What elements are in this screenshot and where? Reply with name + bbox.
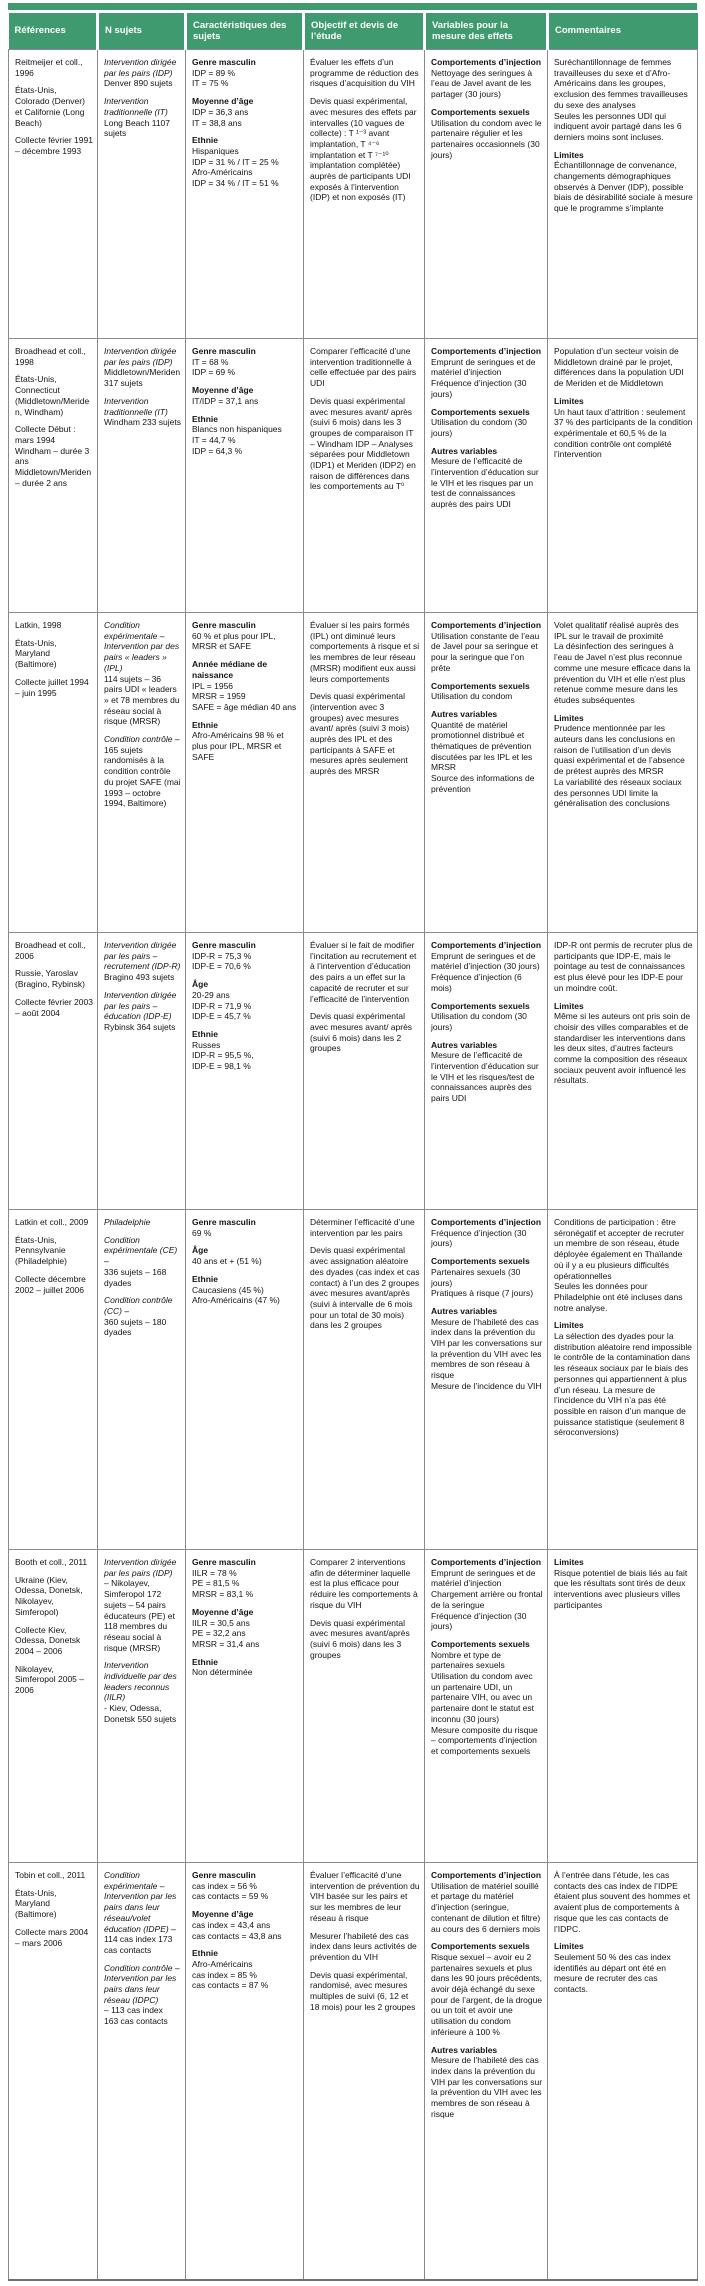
paragraph: Denver 890 sujets — [104, 78, 173, 89]
paragraph: IT = 44,7 % — [192, 434, 236, 445]
cell-booth-2011-col2 — [98, 1550, 186, 1863]
paragraph: Âge — [192, 979, 209, 990]
paragraph: Utilisation du condom (30 jours) — [431, 1011, 527, 1032]
paragraph: Devis quasi expérimental avec mesures avant/après (suivi 6 mois) dans les 3 groupes — [310, 1617, 410, 1660]
paragraph: Fréquence d’injection (30 jours) — [431, 378, 527, 399]
paragraph: Ukraine (Kiev, Odessa, Donetsk, Nikolayev, Simferopol) — [15, 1574, 83, 1617]
paragraph: Non déterminée — [192, 1667, 253, 1678]
paragraph: Ethnie — [192, 1656, 218, 1667]
paragraph: Condition expérimentale – Intervention par les pairs dans leur réseau/volet éducation (IDPE) – — [104, 1870, 177, 1934]
paragraph: 360 sujets – 180 dyades — [104, 1316, 167, 1338]
paragraph: 20-29 ans — [192, 989, 230, 1000]
paragraph: Seulement 50 % des cas index identifiés au départ ont été en mesure de recruter des cas contacts. — [554, 1951, 671, 1995]
paragraph: Ethnie — [192, 135, 218, 146]
paragraph: Source des informations de prévention — [431, 773, 535, 794]
paragraph: Autres variables — [431, 1039, 498, 1050]
paragraph: Un haut taux d’attrition : seulement 37 % des participants de la condition expérimentale et 60,5 % de la condition contrôle ont complété l’intervention — [554, 406, 693, 460]
cell-reitmeijer-1996-col2 — [98, 50, 186, 339]
paragraph: IT = 38,8 ans — [192, 117, 242, 128]
study-row-broadhead-1998 — [9, 339, 698, 613]
cell-latkin-1998-col6 — [548, 613, 698, 933]
paragraph: Fréquence d’injection (30 jours) — [431, 1610, 527, 1632]
column-header-3: Caractéristiques des sujets — [186, 13, 304, 50]
paragraph: IDP = 36,3 ans — [192, 106, 249, 117]
paragraph: Long Beach 1107 sujets — [104, 117, 171, 139]
paragraph: Limites — [554, 712, 584, 723]
cell-tobin-2011-col5 — [425, 1863, 548, 2280]
paragraph: Emprunt de seringues et de matériel d’injection (30 jours) — [431, 950, 540, 972]
paragraph: IDP = 31 % / IT = 25 % — [192, 156, 279, 167]
paragraph: Mesure de l’incidence du VIH — [431, 1380, 542, 1391]
table-body — [9, 50, 698, 2280]
column-header-4: Objectif et devis de l’étude — [304, 13, 425, 50]
paragraph: Devis quasi expérimental avec mesures avant/ après (suivi 6 mois) dans les 3 groupes de comparaison IT – Windham IDP – Analyses séparées pour Middletown (IDP1) et Meriden (IDP2) en raison de différences dans les comportements au T⁰ — [310, 395, 416, 492]
paragraph: Comportements d’injection — [431, 1217, 542, 1227]
paragraph: Moyenne d’âge — [192, 1909, 254, 1920]
paragraph: Blancs non hispaniques — [192, 424, 282, 435]
paragraph: États-Unis, Maryland (Baltimore) — [15, 1887, 57, 1920]
paragraph: Condition expérimentale (CE) – — [104, 1234, 178, 1267]
paragraph: IDP-R = 75,3 % — [192, 950, 252, 961]
paragraph: IDP = 34 % / IT = 51 % — [192, 178, 279, 189]
paragraph: Genre masculin — [192, 346, 256, 356]
paragraph: Intervention traditionnelle (IT) — [104, 395, 168, 417]
paragraph: À l’entrée dans l’étude, les cas contacts des cas index de l’IDPE étaient plus souvent des hommes et avaient plus de comportements à risque que les cas contacts de l’IDPC. — [554, 1870, 691, 1934]
cell-tobin-2011-col4 — [304, 1863, 425, 2280]
paragraph: Limites — [554, 149, 584, 160]
paragraph: Comparer 2 interventions afin de déterminer laquelle est la plus efficace pour réduire les comportements à risque du VIH — [310, 1557, 418, 1610]
paragraph: Évaluer l’efficacité d’une intervention de prévention du VIH basée sur les pairs et sur les membres de leur réseau à risque — [310, 1870, 420, 1923]
study-row-latkin-2009 — [9, 1210, 698, 1550]
paragraph: 114 sujets – 36 pairs UDI « leaders » et 78 membres du réseau social à risque (MRSR) — [104, 673, 180, 727]
paragraph: Russes — [192, 1039, 221, 1050]
cell-reitmeijer-1996-col1 — [9, 50, 98, 339]
paragraph: PE = 32,2 ans — [192, 1628, 246, 1639]
paragraph: Emprunt de seringues et de matériel d’injection — [431, 1567, 536, 1589]
study-row-broadhead-2006 — [9, 933, 698, 1210]
paragraph: Autres variables — [431, 2044, 498, 2055]
paragraph: Ethnie — [192, 719, 218, 730]
paragraph: SAFE = âge médian 40 ans — [192, 701, 297, 712]
cell-broadhead-1998-col6 — [548, 339, 698, 613]
study-row-booth-2011 — [9, 1550, 698, 1863]
table-header — [9, 13, 698, 50]
paragraph: Devis quasi expérimental avec mesures avant/ après (suivi 6 mois) dans les 2 groupes — [310, 1011, 413, 1054]
study-row-latkin-1998 — [9, 613, 698, 933]
cell-tobin-2011-col1 — [9, 1863, 98, 2280]
cell-broadhead-1998-col5 — [425, 339, 548, 613]
cell-broadhead-2006-col1 — [9, 933, 98, 1210]
paragraph: IDP = 89 % — [192, 67, 236, 78]
paragraph: Fréquence d’injection (6 mois) — [431, 972, 522, 993]
paragraph: Seules les données pour Philadelphie ont été incluses dans notre analyse. — [554, 1281, 683, 1313]
paragraph: Conditions de participation : être séronégatif et accepter de recruter un membre de son réseau, étude déployée également en Thaïlande où il y a eu plusieurs difficultés opérationnelles — [554, 1217, 684, 1281]
paragraph: Mesurer l’habileté des cas index dans leurs activités de prévention du VIH — [310, 1930, 417, 1962]
paragraph: Comportements sexuels — [431, 680, 530, 691]
paragraph: Comportements d’injection — [431, 1557, 542, 1567]
paragraph: Middletown/Meriden 317 sujets — [104, 367, 181, 389]
paragraph: IDP-E = 98,1 % — [192, 1061, 251, 1072]
paragraph: Collecte février 1991 – décembre 1993 — [15, 135, 93, 156]
paragraph: États-Unis, Connecticut (Middletown/Meriden, Windham) — [15, 374, 90, 417]
paragraph: Mesure composite du risque – comportements d’injection et comportements sexuels — [431, 1724, 538, 1756]
paragraph: Bragino 493 sujets — [104, 972, 175, 983]
paragraph: cas contacts = 59 % — [192, 1891, 269, 1902]
paragraph: Latkin et coll., 2009 — [15, 1217, 89, 1227]
cell-latkin-1998-col3 — [186, 613, 304, 933]
paragraph: États-Unis, Maryland (Baltimore) — [15, 637, 57, 670]
paragraph: Quantité de matériel promotionnel distribué et thématiques de prévention discutées par les IPL et les MRSR — [431, 719, 533, 773]
paragraph: Chargement arrière ou frontal de la seringue — [431, 1589, 543, 1610]
paragraph: Comportements sexuels — [431, 406, 530, 417]
paragraph: Intervention individuelle par des leaders reconnus (IILR) — [104, 1660, 177, 1703]
cell-booth-2011-col3 — [186, 1550, 304, 1863]
paragraph: Genre masculin — [192, 1557, 256, 1567]
cell-broadhead-2006-col2 — [98, 933, 186, 1210]
paragraph: Intervention dirigée par les pairs (IDP) — [104, 57, 177, 78]
cell-broadhead-2006-col4 — [304, 933, 425, 1210]
paragraph: Mesure de l’efficacité de l’intervention d’éducation sur le VIH et les risques/test de connaissances auprès des pairs UDI — [431, 1050, 539, 1104]
paragraph: La sélection des dyades pour la distribution aléatoire rend impossible le contrôle de la contamination dans les réseaux sociaux par le biais des personnes qui appartiennent à plus d’un réseau. La mesure de l’incidence du VIH n’a pas été possible en raison d’un manque de puissance statistique (seulement 8 séroconversions) — [554, 1331, 692, 1438]
paragraph: Pratiques à risque (7 jours) — [431, 1288, 534, 1299]
paragraph: Comportements d’injection — [431, 57, 542, 67]
paragraph: Collecte décembre 2002 – juillet 2006 — [15, 1273, 86, 1295]
study-row-reitmeijer-1996 — [9, 50, 698, 339]
cell-latkin-1998-col4 — [304, 613, 425, 933]
cell-latkin-2009-col3 — [186, 1210, 304, 1550]
paragraph: Comportements sexuels — [431, 1941, 530, 1952]
paragraph: Autres variables — [431, 1305, 498, 1316]
cell-booth-2011-col4 — [304, 1550, 425, 1863]
paragraph: Genre masculin — [192, 1217, 256, 1227]
paragraph: IT = 68 % — [192, 356, 229, 367]
column-header-2: N sujets — [98, 13, 186, 50]
cell-latkin-2009-col1 — [9, 1210, 98, 1550]
paragraph: Caucasiens (45 %) — [192, 1284, 264, 1295]
paragraph: Russie, Yaroslav (Bragino, Rybinsk) — [15, 968, 85, 990]
cell-broadhead-2006-col3 — [186, 933, 304, 1210]
paragraph: Moyenne d’âge — [192, 96, 254, 107]
paragraph: Condition contrôle (CC) – — [104, 1295, 173, 1316]
paragraph: Ethnie — [192, 413, 218, 424]
paragraph: Windham 233 sujets — [104, 417, 182, 428]
paragraph: Emprunt de seringues et de matériel d’injection — [431, 356, 536, 378]
paragraph: Comparer l’efficacité d’une intervention traditionnelle à celle effectuée par des pairs UDI — [310, 346, 417, 389]
paragraph: Genre masculin — [192, 620, 256, 630]
paragraph: 336 sujets – 168 dyades — [104, 1266, 167, 1288]
paragraph: Genre masculin — [192, 57, 256, 67]
cell-reitmeijer-1996-col5 — [425, 50, 548, 339]
paragraph: Limites — [554, 1000, 584, 1011]
paragraph: Collecte Début : mars 1994 Windham – durée 3 ans Middletown/Meriden – durée 2 ans — [15, 424, 92, 488]
paragraph: Nettoyage des seringues à l’eau de Javel avant de les partager (30 jours) — [431, 67, 533, 100]
paragraph: Condition contrôle – Intervention par les pairs dans leur réseau (IDPC) — [104, 1962, 180, 2005]
paragraph: Déterminer l’efficacité d’une intervention par les pairs — [310, 1217, 415, 1238]
paragraph: Afro-Américains (47 %) — [192, 1295, 280, 1306]
cell-tobin-2011-col3 — [186, 1863, 304, 2280]
cell-broadhead-2006-col6 — [548, 933, 698, 1210]
paragraph: Risque sexuel – avoir eu 2 partenaires sexuels et plus dans les 90 jours précédents, avoir déjà échangé du sexe pour de l’argent, de la drogue ou un toit et avoir une utilisation du condom inférieure à 100 % — [431, 1951, 543, 2037]
paragraph: Partenaires sexuels (30 jours) — [431, 1266, 521, 1288]
paragraph: La variabilité des réseaux sociaux des personnes UDI limite la généralisation des conclusions — [554, 776, 682, 809]
paragraph: Afro-Américains 98 % et plus pour IPL, MRSR et SAFE — [192, 730, 284, 762]
paragraph: IDP-R ont permis de recruter plus de participants que IDP-E, mais le pointage au test de connaissances est plus élevé pour les IDP-E pour un moindre coût. — [554, 940, 693, 993]
paragraph: Mesure de l’habileté des cas index dans la prévention du VIH par les conversations sur la prévention du VIH avec les membres de son réseau à risque — [431, 1316, 543, 1381]
paragraph: IDP-E = 70,6 % — [192, 961, 251, 972]
paragraph: 114 cas index 173 cas contacts — [104, 1934, 173, 1955]
paragraph: Évaluer si le fait de modifier l’incitation au recrutement et à l’intervention d’éducation des pairs a un effet sur la capacité de recruter et sur l’efficacité de l’intervention — [310, 940, 417, 1004]
paragraph: Afro-Américains — [192, 167, 253, 178]
paragraph: Ethnie — [192, 1273, 218, 1284]
cell-booth-2011-col5 — [425, 1550, 548, 1863]
paragraph: Moyenne d’âge — [192, 385, 254, 396]
paragraph: Suréchantillonnage de femmes travailleuses du sexe et d’Afro-Américains dans les groupes, exclusion des femmes travailleuses du sexe des analyses — [554, 57, 688, 110]
paragraph: Nikolayev, Simferopol 2005 – 2006 — [15, 1663, 84, 1696]
paragraph: Intervention dirigée par les pairs (IDP) — [104, 346, 177, 367]
paragraph: Année médiane de naissance — [192, 659, 268, 680]
studies-review-table — [8, 13, 698, 2281]
paragraph: Comportements sexuels — [431, 106, 530, 117]
cell-reitmeijer-1996-col3 — [186, 50, 304, 339]
cell-latkin-2009-col6 — [548, 1210, 698, 1550]
paragraph: – 113 cas index — [104, 2005, 163, 2016]
paragraph: IDP = 64,3 % — [192, 445, 243, 456]
cell-booth-2011-col6 — [548, 1550, 698, 1863]
cell-broadhead-2006-col5 — [425, 933, 548, 1210]
paragraph: Mesure de l’efficacité de l’intervention d’éducation sur le VIH et les risques par un test de connaissances auprès des pairs UDI — [431, 456, 539, 510]
paragraph: MRSR = 31,4 ans — [192, 1638, 260, 1649]
paragraph: MRSR = 1959 — [192, 691, 246, 702]
paragraph: Devis quasi expérimental (intervention avec 3 groupes) avec mesures avant/ après (suivi 3 mois) auprès des IPL et des participants à SAFE et mesures après seulement auprès des MRSR — [310, 691, 410, 777]
paragraph: Collecte février 2003 – août 2004 — [15, 996, 93, 1018]
paragraph: IDP-R = 71,9 % — [192, 1000, 252, 1011]
paragraph: Broadhead et coll., 2006 — [15, 940, 86, 961]
cell-latkin-1998-col1 — [9, 613, 98, 933]
paragraph: Utilisation du condom avec le partenaire régulier et les partenaires occasionnels (30 jours) — [431, 117, 542, 160]
paragraph: IDP-R = 95,5 %, — [192, 1050, 254, 1061]
cell-tobin-2011-col6 — [548, 1863, 698, 2280]
paragraph: Comportements d’injection — [431, 346, 542, 356]
paragraph: Genre masculin — [192, 940, 256, 950]
paragraph: 165 sujets randomisés à la condition contrôle du projet SAFE (mai 1993 – octobre 1994, Baltimore) — [104, 744, 181, 809]
paragraph: Ethnie — [192, 1948, 218, 1959]
paragraph: Devis quasi expérimental, randomisé, avec mesures multiples de suivi (6, 12 et 18 mois) pour les 2 groupes — [310, 1969, 416, 2012]
paragraph: IT = 75 % — [192, 78, 229, 89]
paragraph: Hispaniques — [192, 145, 239, 156]
paragraph: – Nikolayev, Simferopol 172 sujets – 54 pairs éducateurs (PE) et 118 membres du réseau social à risque (MRSR) — [104, 1578, 175, 1653]
paragraph: cas index = 85 % — [192, 1969, 257, 1980]
paragraph: Risque potentiel de biais liés au fait que les résultats sont tirés de deux interventions avec plusieurs villes participantes — [554, 1567, 688, 1610]
paragraph: Seules les personnes UDI qui indiquent avoir partagé dans les 6 derniers moins sont incluses. — [554, 110, 682, 142]
paragraph: Devis quasi expérimental, avec mesures des effets par intervalles (10 vagues de collecte) : T ¹⁻³ avant implantation, T ⁴⁻⁶ implantation et T ⁷⁻¹⁰ implantation complétée) auprès de participants UDI exposés à l’intervention (IDP) et non exposés (IT) — [310, 96, 417, 203]
paragraph: Devis quasi expérimental avec assignation aléatoire des dyades (cas index et cas contact) à l’un des 2 groupes avec mesures avant/après (suivi à intervalle de 6 mois pour un total de 30 mois) dans les 2 groupes — [310, 1245, 420, 1331]
paragraph: Afro-Américains — [192, 1958, 253, 1969]
paragraph: Intervention dirigée par les pairs – recrutement (IDP-R) — [104, 940, 181, 972]
column-header-1: Références — [9, 13, 98, 50]
paragraph: Rybinsk 364 sujets — [104, 1021, 176, 1032]
paragraph: Collecte Kiev, Odessa, Donetsk 2004 – 2006 — [15, 1624, 81, 1656]
paragraph: Utilisation du condom (30 jours) — [431, 417, 527, 438]
cell-broadhead-1998-col1 — [9, 339, 98, 613]
paragraph: Collecte juillet 1994 – juin 1995 — [15, 676, 89, 698]
paragraph: Comportements sexuels — [431, 1638, 530, 1649]
paragraph: IPL = 1956 — [192, 680, 234, 691]
paragraph: cas contacts = 87 % — [192, 1980, 269, 1991]
cell-broadhead-1998-col4 — [304, 339, 425, 613]
paragraph: IILR = 30,5 ans — [192, 1617, 250, 1628]
paragraph: Comportements sexuels — [431, 1256, 530, 1267]
paragraph: Philadelphie — [104, 1217, 151, 1227]
paragraph: Collecte mars 2004 – mars 2006 — [15, 1926, 89, 1948]
paragraph: La désinfection des seringues à l’eau de Javel n’est plus reconnue comme une mesure efficace dans la prévention du VIH et elle n’est plus retenue comme mesure dans les études subséquentes — [554, 641, 691, 705]
paragraph: 69 % — [192, 1227, 212, 1238]
paragraph: cas contacts = 43,8 ans — [192, 1930, 282, 1941]
cell-booth-2011-col1 — [9, 1550, 98, 1863]
paragraph: Utilisation constante de l’eau de Javel pour sa seringue et pour la seringue que l’on prête — [431, 630, 540, 673]
paragraph: Comportements d’injection — [431, 940, 542, 950]
header-row — [9, 13, 698, 50]
paragraph: - Kiev, Odessa, Donetsk 550 sujets — [104, 1703, 177, 1724]
paragraph: Limites — [554, 395, 584, 406]
paragraph: Latkin, 1998 — [15, 620, 62, 630]
paragraph: Prudence mentionnée par les auteurs dans les conclusions en raison de l’utilisation d’un devis quasi expérimental et de l’absence de prétest auprès des MRSR — [554, 723, 685, 777]
paragraph: Même si les auteurs ont pris soin de choisir des villes comparables et de standardiser les interventions dans les deux sites, d’autres facteurs comme la composition des réseaux sociaux peuvent avoir influencé les résultats. — [554, 1011, 691, 1086]
paragraph: IT/IDP = 37,1 ans — [192, 395, 259, 406]
paragraph: cas index = 56 % — [192, 1880, 257, 1891]
paragraph: Utilisation du condom — [431, 691, 513, 702]
paragraph: Autres variables — [431, 708, 498, 719]
paragraph: Comportements d’injection — [431, 620, 542, 630]
paragraph: Intervention dirigée par les pairs – éducation (IDP-E) — [104, 989, 177, 1022]
paragraph: Tobin et coll., 2011 — [15, 1870, 86, 1880]
paragraph: Utilisation du condom avec un partenaire UDI, un partenaire VIH, ou avec un partenaire dont le statut est inconnu (30 jours) — [431, 1671, 535, 1724]
paragraph: MRSR = 83,1 % — [192, 1589, 254, 1600]
column-header-6: Commentaires — [548, 13, 698, 50]
paragraph: Condition expérimentale – Intervention par des pairs « leaders » (IPL) — [104, 620, 180, 673]
paragraph: Limites — [554, 1557, 584, 1567]
paragraph: Nombre et type de partenaires sexuels — [431, 1649, 505, 1671]
paragraph: Mesure de l’habileté des cas index dans la prévention du VIH par les conversations sur la prévention du VIH avec les membres de son réseau à risque — [431, 2055, 543, 2119]
paragraph: Comportements d’injection — [431, 1870, 542, 1880]
paragraph: Limites — [554, 1941, 584, 1952]
paragraph: Broadhead et coll., 1998 — [15, 346, 86, 367]
cell-latkin-1998-col2 — [98, 613, 186, 933]
cell-latkin-2009-col4 — [304, 1210, 425, 1550]
paragraph: Reitmeijer et coll., 1996 — [15, 57, 83, 78]
paragraph: IDP = 69 % — [192, 367, 236, 378]
cell-tobin-2011-col2 — [98, 1863, 186, 2280]
paragraph: Moyenne d’âge — [192, 1606, 254, 1617]
paragraph: cas index = 43,4 ans — [192, 1919, 271, 1930]
paragraph: Intervention dirigée par les pairs (IDP) — [104, 1557, 177, 1578]
cell-reitmeijer-1996-col6 — [548, 50, 698, 339]
cell-latkin-2009-col2 — [98, 1210, 186, 1550]
paragraph: Limites — [554, 1320, 584, 1331]
paragraph: Âge — [192, 1245, 209, 1256]
paragraph: Comportements sexuels — [431, 1000, 530, 1011]
paragraph: Condition contrôle – — [104, 734, 180, 745]
paragraph: 60 % et plus pour IPL, MRSR et SAFE — [192, 630, 276, 652]
cell-broadhead-1998-col3 — [186, 339, 304, 613]
paragraph: IDP-E = 45,7 % — [192, 1011, 251, 1022]
paragraph: 163 cas contacts — [104, 2016, 168, 2027]
paragraph: IILR = 78 % — [192, 1567, 237, 1578]
paragraph: Booth et coll., 2011 — [15, 1557, 88, 1567]
paragraph: Ethnie — [192, 1028, 218, 1039]
paragraph: Évaluer si les pairs formés (IPL) ont diminué leurs comportements à risque et si les membres de leur réseau (MRSR) modifient eux aussi leurs comportements — [310, 620, 420, 684]
paragraph: États-Unis, Colorado (Denver) et Californie (Long Beach) — [15, 85, 85, 128]
cell-reitmeijer-1996-col4 — [304, 50, 425, 339]
cell-latkin-1998-col5 — [425, 613, 548, 933]
paragraph: Évaluer les effets d’un programme de réduction des risques d’acquisition du VIH — [310, 57, 419, 89]
paragraph: Fréquence d’injection (30 jours) — [431, 1227, 527, 1249]
column-header-5: Variables pour la mesure des effets — [425, 13, 548, 50]
paragraph: 40 ans et + (51 %) — [192, 1256, 262, 1267]
paragraph: Genre masculin — [192, 1870, 256, 1880]
table-top-rule — [8, 3, 697, 10]
paragraph: Échantillonnage de convenance, changements démographiques observés à Denver (IDP), possible biais de désirabilité sociale à mesure que le programme s’implante — [554, 160, 693, 214]
paragraph: États-Unis, Pennsylvanie (Philadelphie) — [15, 1234, 67, 1267]
paragraph: Volet qualitatif réalisé auprès des IPL sur le travail de proximité — [554, 620, 679, 641]
paragraph: Autres variables — [431, 445, 498, 456]
paragraph: Intervention traditionnelle (IT) — [104, 96, 168, 117]
paragraph: PE = 81,5 % — [192, 1578, 240, 1589]
cell-latkin-2009-col5 — [425, 1210, 548, 1550]
study-row-tobin-2011 — [9, 1863, 698, 2280]
cell-broadhead-1998-col2 — [98, 339, 186, 613]
paragraph: Utilisation de matériel souillé et partage du matériel d’injection (seringue, contenant de dilution et filtre) au cours des 6 derniers mois — [431, 1880, 541, 1934]
paragraph: Population d’un secteur voisin de Middletown drainé par le projet, différences dans la population UDI de Meriden et de Middletown — [554, 346, 684, 389]
